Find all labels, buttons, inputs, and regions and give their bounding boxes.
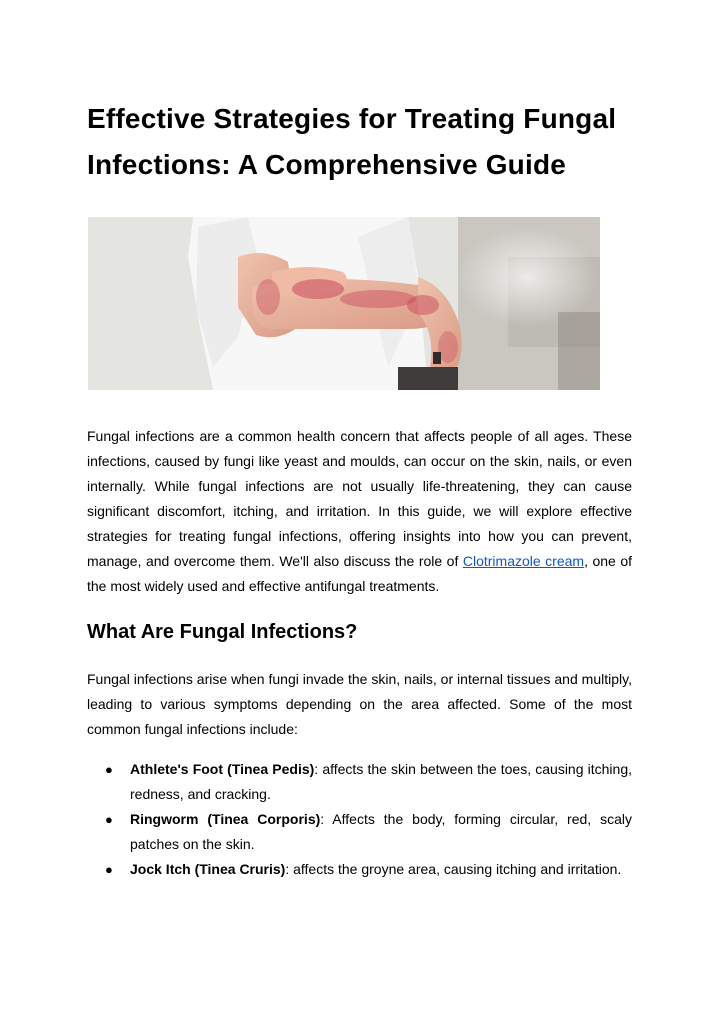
intro-text: Fungal infections are a common health concern that affects people of all ages. These infections, caused by fungi like yeast and moulds, can occur on the skin, nails, or even internally. While fungal infections are not usually life-threatening, they can cause significant discomfort, itching, and irritation. In this guide, we will explore effective strategies for treating fungal infections, offering insights into how you can prevent, manage, and overcome them. We'll also discuss the role of bbox=[87, 428, 632, 569]
list-item bbox=[87, 857, 632, 882]
list-item-term: Athlete's Foot (Tinea Pedis) bbox=[130, 761, 315, 777]
list-item bbox=[87, 757, 632, 807]
section-paragraph: Fungal infections arise when fungi invade the skin, nails, or internal tissues and multiply, leading to various symptoms depending on the area affected. Some of the most common fungal infections include: bbox=[87, 671, 632, 737]
intro-text-end: , one of the most widely used and effective antifungal treatments. bbox=[87, 553, 632, 594]
list-item-desc: : Affects the body, forming circular, red, scaly patches on the skin. bbox=[130, 811, 632, 852]
page-title: Effective Strategies for Treating Fungal Infections: A Comprehensive Guide bbox=[87, 103, 617, 180]
infection-list bbox=[87, 757, 632, 882]
list-item-desc: : affects the skin between the toes, causing itching, redness, and cracking. bbox=[130, 761, 632, 802]
list-item-desc: : affects the groyne area, causing itching and irritation. bbox=[285, 861, 622, 877]
bullet-icon: ● bbox=[105, 812, 113, 827]
bullet-icon: ● bbox=[105, 862, 113, 877]
clotrimazole-cream-link[interactable]: Clotrimazole cream bbox=[462, 553, 585, 569]
list-item-term: Jock Itch (Tinea Cruris) bbox=[130, 861, 286, 877]
list-item bbox=[87, 807, 632, 857]
list-item-term: Ringworm (Tinea Corporis) bbox=[130, 811, 321, 827]
section-heading: What Are Fungal Infections? bbox=[87, 621, 358, 643]
bullet-icon: ● bbox=[105, 762, 113, 777]
intro-paragraph bbox=[87, 424, 632, 599]
hero-image-arm-rash bbox=[88, 217, 600, 390]
hero-illustration bbox=[88, 217, 600, 390]
